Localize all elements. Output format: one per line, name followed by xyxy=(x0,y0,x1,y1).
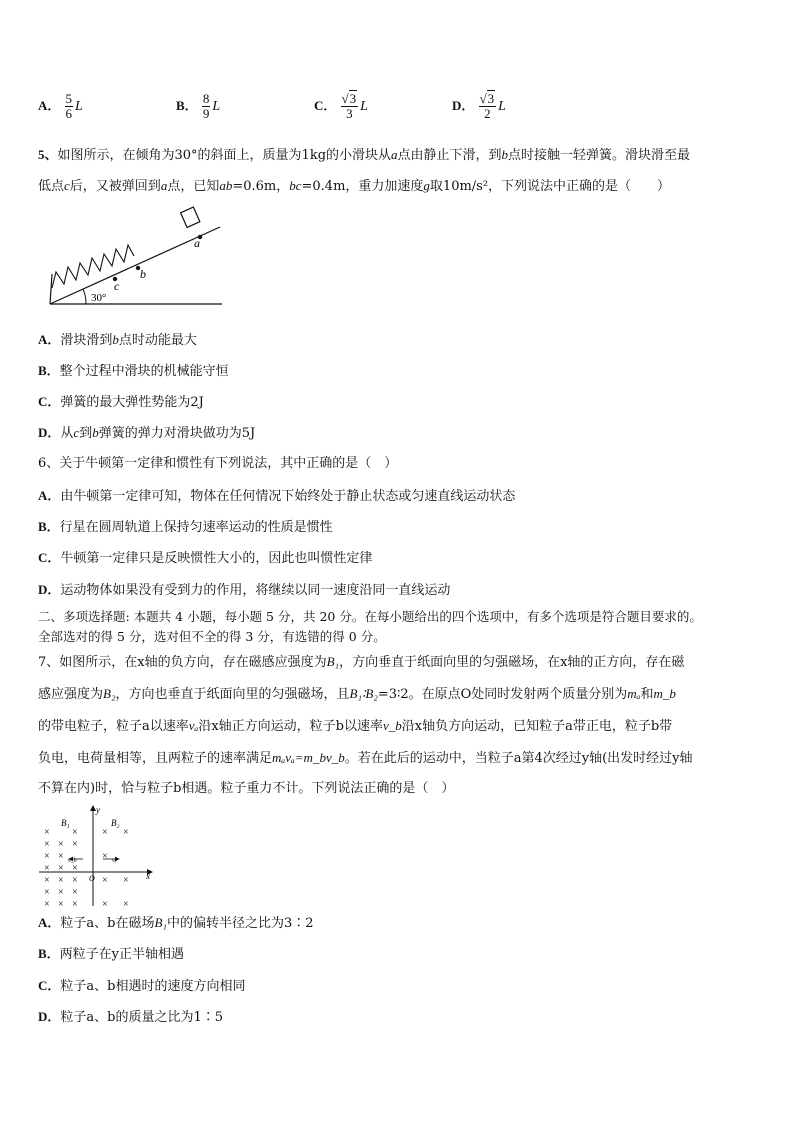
q5-stem-line1: 5、如图所示，在倾角为30°的斜面上，质量为1kg的小滑块从a点由静止下滑，到b点时接触一轻弹簧。滑块滑至最 xyxy=(38,147,691,163)
q5-stem-line2: 低点c后，又被弹回到a点，已知ab=0.6m，bc=0.4m，重力加速度g取10m/s²，下列说法中正确的是（ ） xyxy=(38,178,671,194)
fraction: $\frac{√3}{2}$ xyxy=(479,91,495,121)
point-a-label: a xyxy=(194,236,200,250)
section-2-heading-line1: 二、多项选择题: 本题共 4 小题，每小题 5 分，共 20 分。在每小题给出的四个选项中，有多个选项是符合题目要求的。 xyxy=(38,609,702,624)
va-label: vₐ xyxy=(112,858,117,864)
q7-stem-line5: 不算在内)时，恰与粒子b相遇。粒子重力不计。下列说法正确的是（ ） xyxy=(38,781,455,796)
q5-option-d[interactable]: D．从c到b弹簧的弹力对滑块做功为5J xyxy=(38,425,256,441)
field-cross: × xyxy=(44,863,50,874)
field-cross: × xyxy=(72,899,78,910)
magnetic-field-figure xyxy=(36,800,160,910)
q7-stem-line3: 的带电粒子，粒子a以速率vₐ沿x轴正方向运动，粒子b以速率v_b沿x轴负方向运动，已知粒子a带正电，粒子b带 xyxy=(38,718,673,734)
fraction: $\frac{5}{6}$ xyxy=(65,91,73,121)
origin-label: O xyxy=(89,874,95,883)
q6-option-b[interactable]: B．行星在圆周轨道上保持匀速率运动的性质是惯性 xyxy=(38,519,333,535)
left-field-crosses xyxy=(44,827,78,910)
x-axis-label: x xyxy=(146,871,150,881)
q4-option-b[interactable]: B． $\frac{8}{9}$ L xyxy=(176,91,221,121)
q7-option-b[interactable]: B．两粒子在y正半轴相遇 xyxy=(38,946,185,962)
field-cross: × xyxy=(44,827,50,838)
q7-option-a[interactable]: A．粒子a、b在磁场B₁中的偏转半径之比为3∶2 xyxy=(38,915,314,931)
field-cross: × xyxy=(72,863,78,874)
q4-option-a[interactable]: A． $\frac{5}{6}$ L xyxy=(38,91,83,121)
field-cross: × xyxy=(58,863,64,874)
q6-option-d[interactable]: D．运动物体如果没有受到力的作用，将继续以同一速度沿同一直线运动 xyxy=(38,582,451,598)
b1-label: B₁ xyxy=(61,818,70,828)
q7-option-d[interactable]: D．粒子a、b的质量之比为1∶5 xyxy=(38,1009,224,1025)
field-cross: × xyxy=(44,899,50,910)
q7-stem-line4: 负电，电荷量相等，且两粒子的速率满足mₐvₐ=m_bv_b。若在此后的运动中，当粒子a第4次经过y轴(出发时经过y轴 xyxy=(38,750,693,766)
q6-stem: 6、关于牛顿第一定律和惯性有下列说法，其中正确的是（ ） xyxy=(38,456,398,471)
field-cross: × xyxy=(44,887,50,898)
y-axis-label: y xyxy=(96,805,100,815)
angle-arc xyxy=(83,289,86,304)
field-cross: × xyxy=(58,851,64,862)
sqrt-symbol: √3 xyxy=(341,91,357,106)
field-cross: × xyxy=(102,875,108,886)
wall-line xyxy=(50,274,52,304)
spring xyxy=(52,245,134,288)
point-b-label: b xyxy=(140,267,146,281)
field-cross: × xyxy=(123,827,129,838)
section-2-heading-line2: 全部选对的得 5 分，选对但不全的得 3 分，有选错的得 0 分。 xyxy=(38,629,386,644)
sqrt-symbol: √3 xyxy=(479,91,495,106)
field-cross: × xyxy=(102,827,108,838)
q5-option-a[interactable]: A．滑块滑到b点时动能最大 xyxy=(38,332,197,348)
field-cross: × xyxy=(58,899,64,910)
q6-option-c[interactable]: C．牛顿第一定律只是反映惯性大小的，因此也叫惯性定律 xyxy=(38,550,373,566)
q7-stem-line1: 7、如图所示，在x轴的负方向，存在磁感应强度为B₁，方向垂直于纸面向里的匀强磁场，在x轴的正方向，存在磁 xyxy=(38,654,685,670)
field-cross: × xyxy=(123,899,129,910)
fraction: $\frac{8}{9}$ xyxy=(202,91,210,121)
field-cross: × xyxy=(102,899,108,910)
fraction: $\frac{√3}{3}$ xyxy=(341,91,357,121)
incline-spring-figure xyxy=(40,200,240,312)
field-cross: × xyxy=(72,827,78,838)
vb-label: v_b xyxy=(68,858,77,864)
field-cross: × xyxy=(102,851,108,862)
b2-label: B₂ xyxy=(111,818,120,828)
field-cross: × xyxy=(58,875,64,886)
q7-option-c[interactable]: C．粒子a、b相遇时的速度方向相同 xyxy=(38,978,246,994)
angle-label: 30° xyxy=(91,292,107,304)
q6-option-a[interactable]: A．由牛顿第一定律可知，物体在任何情况下始终处于静止状态或匀速直线运动状态 xyxy=(38,488,516,504)
q5-option-b[interactable]: B．整个过程中滑块的机械能守恒 xyxy=(38,363,229,379)
field-cross: × xyxy=(44,839,50,850)
field-cross: × xyxy=(72,839,78,850)
field-cross: × xyxy=(58,887,64,898)
q4-option-c[interactable]: C． $\frac{√3}{3}$ L xyxy=(314,91,368,121)
q4-option-d[interactable]: D． $\frac{√3}{2}$ L xyxy=(452,91,506,121)
field-cross: × xyxy=(44,851,50,862)
slider-block xyxy=(181,207,200,227)
field-cross: × xyxy=(123,875,129,886)
field-cross: × xyxy=(72,875,78,886)
point-c-label: c xyxy=(114,279,120,293)
q5-option-c[interactable]: C．弹簧的最大弹性势能为2J xyxy=(38,394,204,410)
right-field-crosses xyxy=(102,827,129,910)
field-cross: × xyxy=(72,887,78,898)
field-cross: × xyxy=(44,875,50,886)
q7-stem-line2: 感应强度为B₂，方向也垂直于纸面向里的匀强磁场，且B₁∶B₂=3∶2。在原点O处同时发射两个质量分别为mₐ和m_b xyxy=(38,686,676,702)
field-cross: × xyxy=(58,839,64,850)
